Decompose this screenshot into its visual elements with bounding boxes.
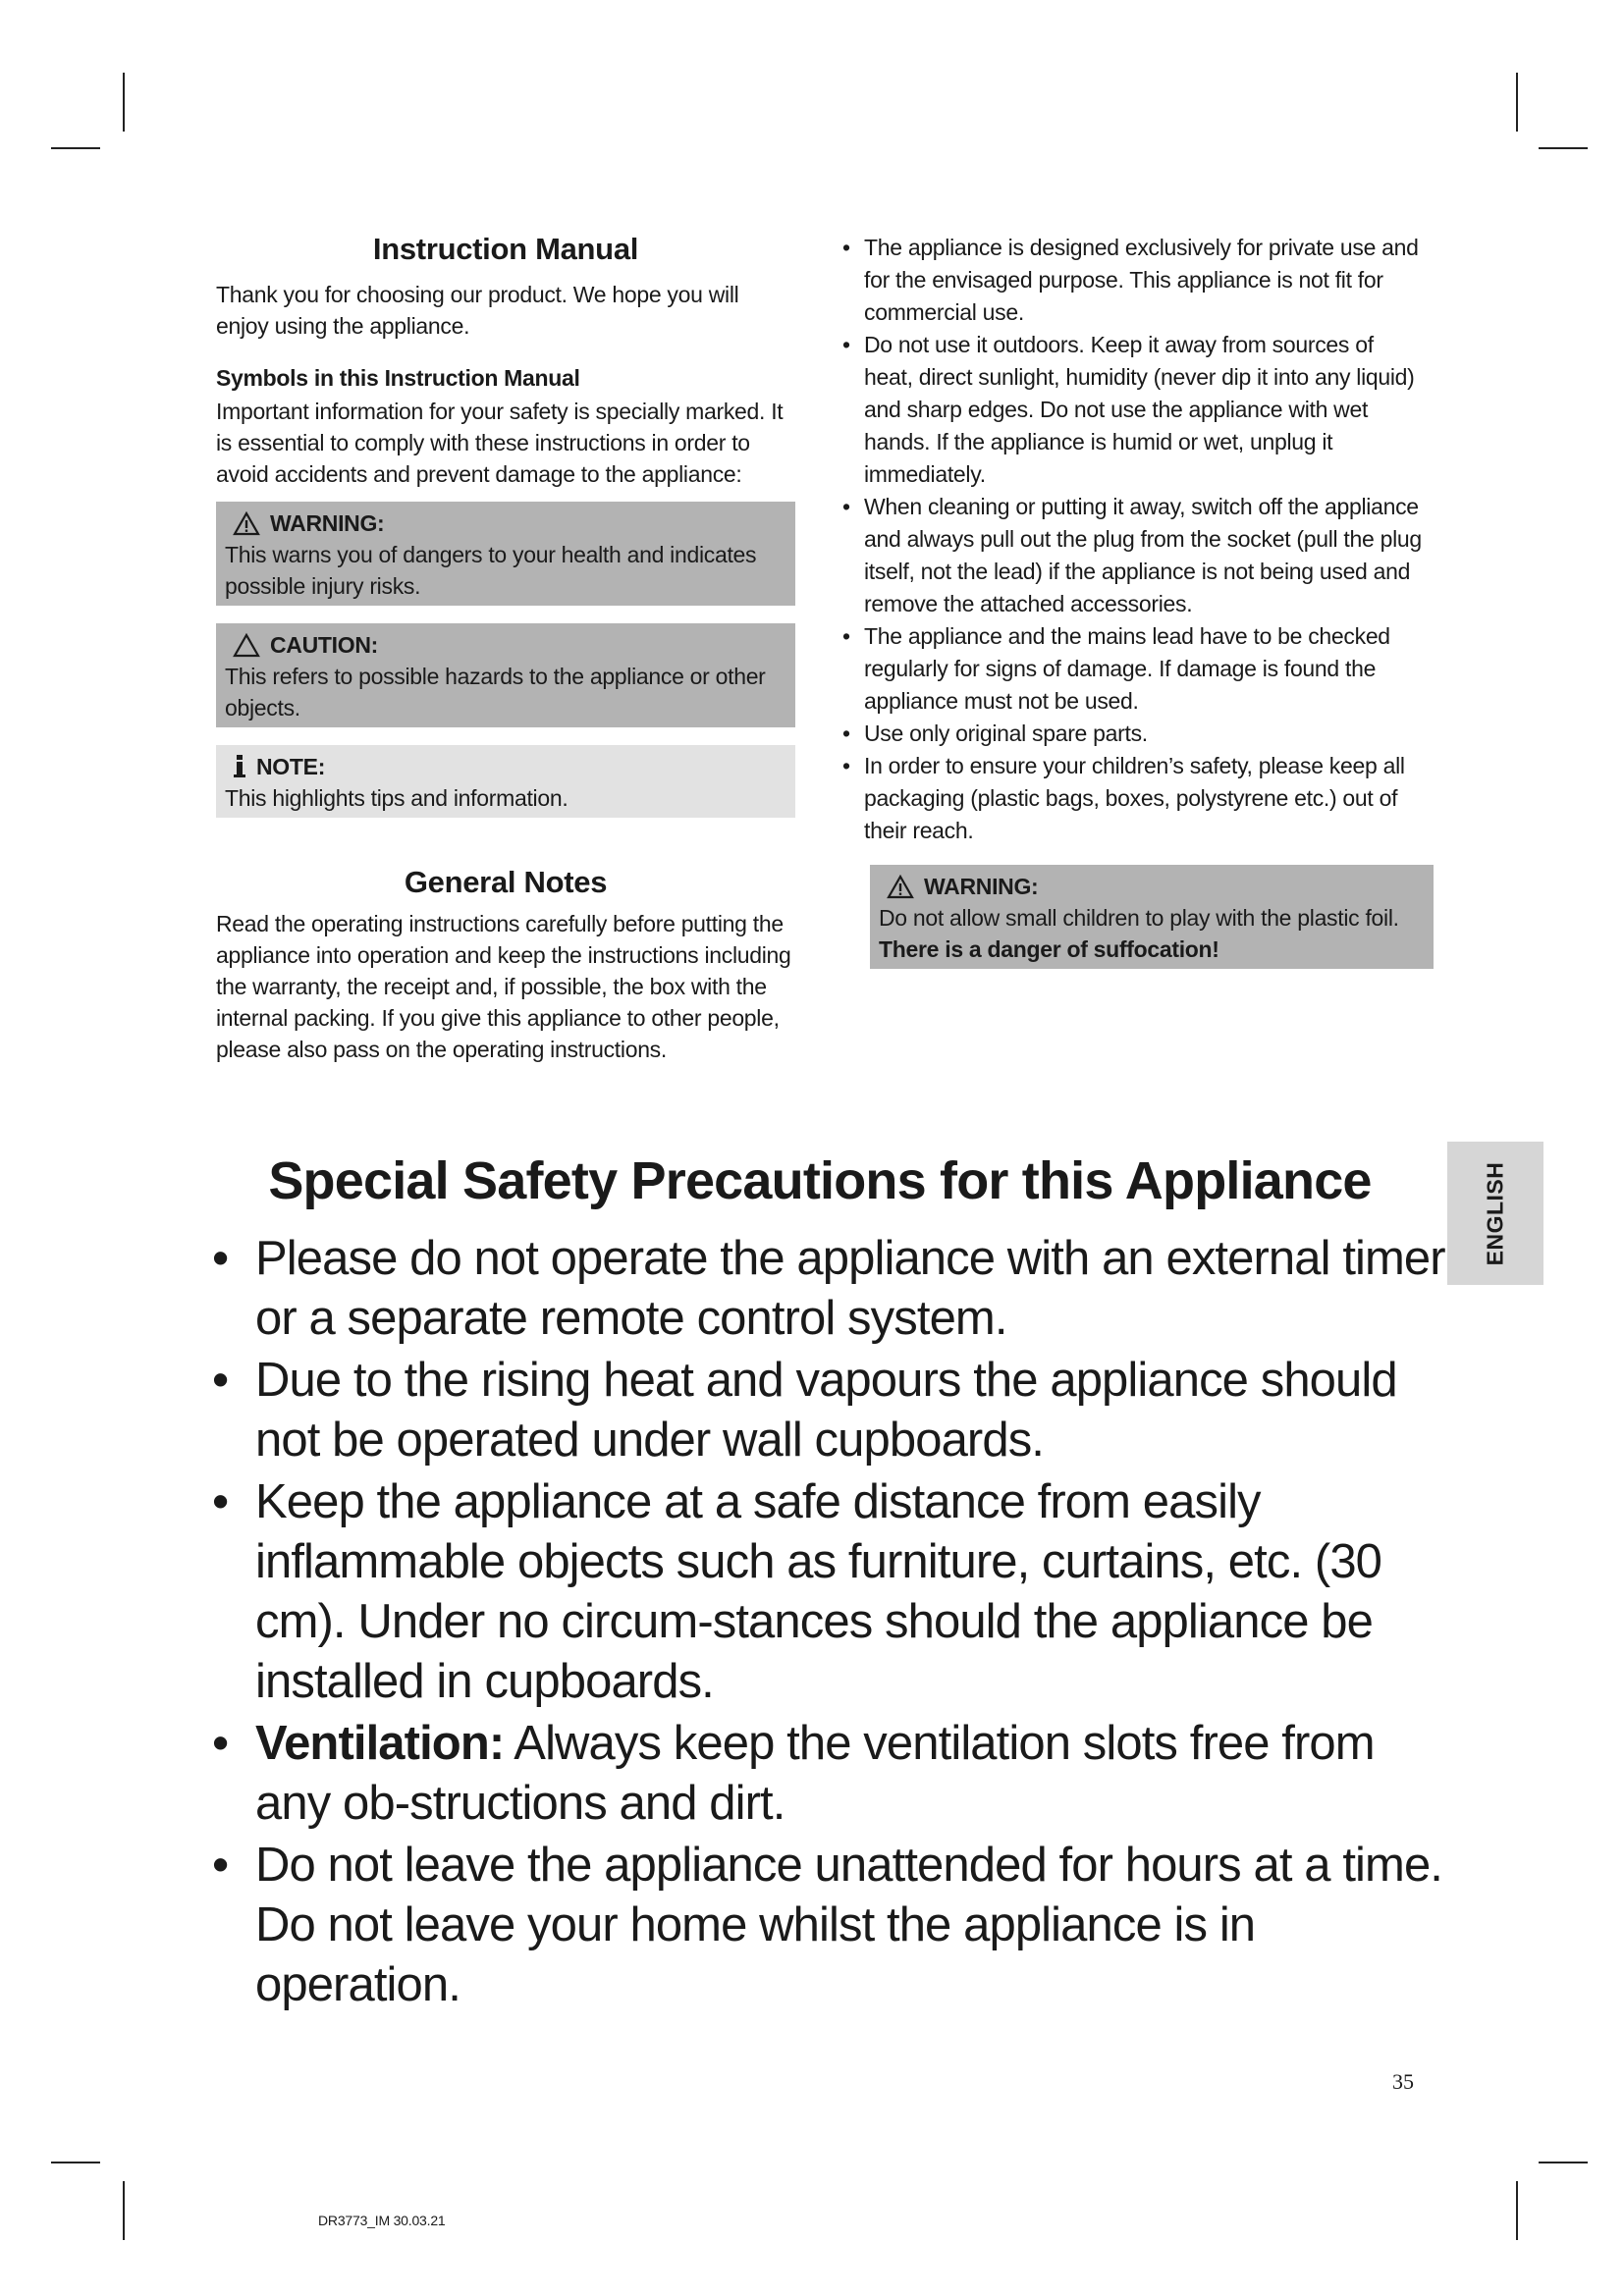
safety-bullet-list (842, 232, 1422, 847)
symbols-heading: Symbols in this Instruction Manual (216, 365, 580, 391)
list-item: • Keep the appliance at a safe distance from easily inflammable objects such as furniture, curtains, etc. (30 cm). Under no circum-stances should the appliance be installed in cupboards. (206, 1472, 1453, 1712)
instruction-manual-heading: Instruction Manual (372, 232, 639, 266)
special-safety-heading: Special Safety Precautions for this Appliance (268, 1151, 1372, 1210)
suffocation-warning-box (870, 865, 1434, 969)
warning-box (216, 502, 795, 606)
warning-triangle-icon (887, 875, 914, 899)
warning-triangle-icon (233, 511, 260, 536)
crop-mark-bottom-left-vertical (123, 2181, 125, 2240)
crop-mark-top-right-horizontal (1539, 147, 1588, 149)
crop-mark-bottom-right-horizontal (1539, 2162, 1588, 2163)
left-column (216, 232, 795, 1065)
caution-text: This refers to possible hazards to the appliance or other objects. (225, 664, 766, 721)
caution-triangle-icon (233, 633, 260, 658)
language-side-tab (1447, 1142, 1543, 1285)
list-item: • The appliance is designed exclusively for private use and for the envisaged purpose. This appliance is not fit for commercial use. (842, 232, 1422, 329)
language-label: ENGLISH (1482, 1161, 1508, 1265)
general-notes-text: Read the operating instructions carefully before putting the appliance into operation and keep the instructions including the warranty, the receipt and, if possible, the box with the internal packing. If you give this appliance to other people, please also pass on the operating instructions. (216, 911, 791, 1062)
warning-text: This warns you of dangers to your health and indicates possible injury risks. (225, 542, 757, 599)
list-item: • Please do not operate the appliance with an external timer or a separate remote control system. (206, 1229, 1453, 1349)
caution-box (216, 623, 795, 727)
warning-title (225, 507, 786, 539)
general-notes-heading: General Notes (404, 865, 608, 899)
crop-mark-top-left-vertical (123, 73, 125, 132)
footer-document-code: DR3773_IM 30.03.21 (318, 2213, 446, 2228)
symbols-text: Important information for your safety is specially marked. It is essential to comply with these instructions in order to avoid accidents and prevent damage to the appliance: (216, 399, 784, 487)
suffocation-warning-title (879, 871, 1425, 902)
note-text: This highlights tips and information. (225, 785, 568, 811)
crop-mark-top-right-vertical (1516, 73, 1518, 132)
note-title (225, 751, 786, 782)
list-item: • Do not leave the appliance unattended for hours at a time. Do not leave your home whilst the appliance is in operation. (206, 1836, 1453, 2015)
note-box (216, 745, 795, 818)
page-number: 35 (1392, 2069, 1414, 2094)
list-item: • When cleaning or putting it away, switch off the appliance and always pull out the plug from the socket (pull the plug itself, not the lead) if the appliance is not being used and remove the attached accessories. (842, 491, 1422, 620)
suffocation-warning-text: Do not allow small children to play with the plastic foil. (879, 905, 1399, 931)
caution-label: CAUTION: (270, 632, 379, 658)
list-item: • Due to the rising heat and vapours the appliance should not be operated under wall cupboards. (206, 1351, 1453, 1470)
note-label: NOTE: (256, 754, 326, 779)
warning-label: WARNING: (270, 510, 385, 536)
suffocation-warning-bold-text: There is a danger of suffocation! (879, 936, 1219, 962)
crop-mark-bottom-right-vertical (1516, 2181, 1518, 2240)
crop-mark-top-left-horizontal (51, 147, 100, 149)
list-item: • The appliance and the mains lead have to be checked regularly for signs of damage. If damage is found the appliance must not be used. (842, 620, 1422, 718)
ventilation-label: Ventilation: (255, 1717, 505, 1770)
intro-text: Thank you for choosing our product. We hope you will enjoy using the appliance. (216, 282, 739, 339)
special-safety-list (206, 1229, 1453, 2017)
right-column (842, 232, 1422, 987)
ventilation-item (206, 1714, 1453, 1834)
list-item: • In order to ensure your children’s safety, please keep all packaging (plastic bags, boxes, polystyrene etc.) out of their reach. (842, 750, 1422, 847)
caution-title (225, 629, 786, 661)
list-item: • Use only original spare parts. (842, 718, 1422, 750)
crop-mark-bottom-left-horizontal (51, 2162, 100, 2163)
suffocation-warning-label: WARNING: (924, 874, 1039, 899)
list-item: • Do not use it outdoors. Keep it away from sources of heat, direct sunlight, humidity (never dip it into any liquid) and sharp edges. Do not use the appliance with wet hands. If the appliance is humid or wet, unplug it immediately. (842, 329, 1422, 491)
ventilation-text: Always keep the ventilation slots free from any ob-structions and dirt. (255, 1717, 1375, 1830)
info-i-icon (233, 754, 246, 779)
